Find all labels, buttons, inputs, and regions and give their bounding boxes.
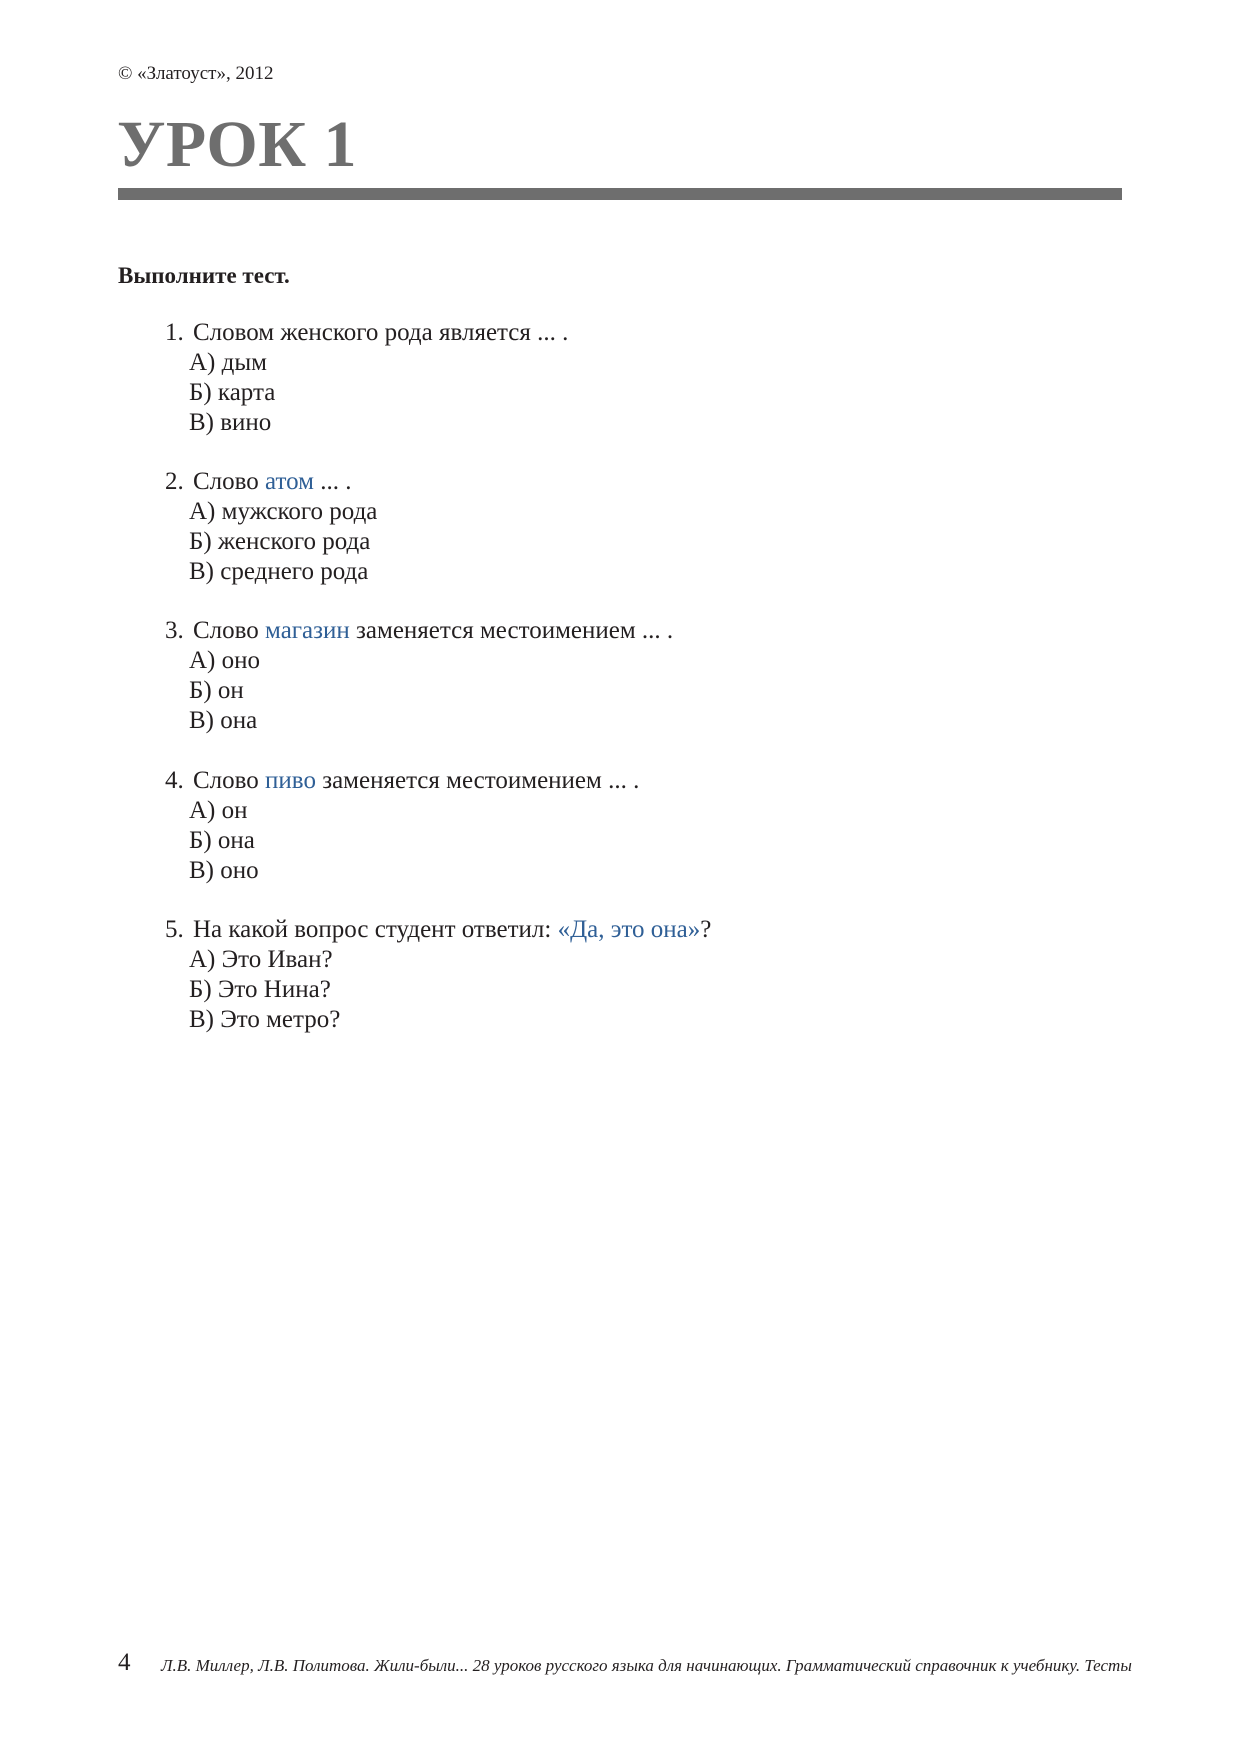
- question-text-end: ... .: [313, 468, 352, 495]
- question-stem: [165, 616, 673, 646]
- question-text-end: заменяется местоимением ... .: [315, 767, 640, 794]
- answer-option: Б) женского рода: [189, 528, 371, 555]
- instruction: Выполните тест.: [118, 263, 290, 288]
- question-text: Слово: [193, 468, 266, 495]
- question-text-end: ?: [700, 916, 712, 943]
- question-stem: [165, 318, 568, 348]
- title-rule: [118, 188, 1122, 200]
- answer-option: В) среднего рода: [189, 558, 369, 585]
- question-text: Словом женского рода является ... .: [193, 319, 569, 346]
- answer-option: В) Это метро?: [189, 1006, 341, 1033]
- answer-option: Б) она: [189, 827, 255, 854]
- question-1: [165, 318, 568, 438]
- answer-option: Б) карта: [189, 379, 276, 406]
- footer-reference: Л.В. Миллер, Л.В. Политова. Жили-были... 28 уроков русского языка для начинающих. Грамматический справочник к учебнику. Тесты: [161, 1656, 1132, 1675]
- question-text-end: заменяется местоимением ... .: [349, 617, 674, 644]
- page-number: 4: [118, 1649, 131, 1676]
- highlighted-quote: «Да, это она»: [557, 916, 701, 943]
- answer-option: А) Это Иван?: [189, 946, 333, 973]
- question-text: Слово: [193, 767, 266, 794]
- answer-option: Б) он: [189, 677, 244, 704]
- highlighted-word: атом: [265, 468, 314, 495]
- answer-option: А) он: [189, 797, 248, 824]
- question-stem: [165, 915, 711, 945]
- question-4: [165, 766, 639, 886]
- highlighted-word: магазин: [265, 617, 350, 644]
- question-text: На какой вопрос студент ответил:: [193, 916, 558, 943]
- question-stem: [165, 766, 639, 796]
- lesson-title: УРОК 1: [117, 108, 358, 181]
- answer-option: Б) Это Нина?: [189, 976, 331, 1003]
- question-text: Слово: [193, 617, 266, 644]
- highlighted-word: пиво: [265, 767, 316, 794]
- question-3: [165, 616, 673, 736]
- question-stem: [165, 467, 377, 497]
- question-number: 2.: [165, 468, 184, 495]
- copyright-line: © «Златоуст», 2012: [118, 63, 274, 84]
- question-number: 4.: [165, 767, 184, 794]
- question-number: 3.: [165, 617, 184, 644]
- question-2: [165, 467, 377, 587]
- answer-option: В) вино: [189, 409, 272, 436]
- answer-option: А) дым: [189, 349, 267, 376]
- question-number: 1.: [165, 319, 184, 346]
- answer-option: В) она: [189, 707, 258, 734]
- answer-option: А) оно: [189, 647, 261, 674]
- question-number: 5.: [165, 916, 184, 943]
- question-5: [165, 915, 711, 1035]
- answer-option: А) мужского рода: [189, 498, 378, 525]
- answer-option: В) оно: [189, 857, 259, 884]
